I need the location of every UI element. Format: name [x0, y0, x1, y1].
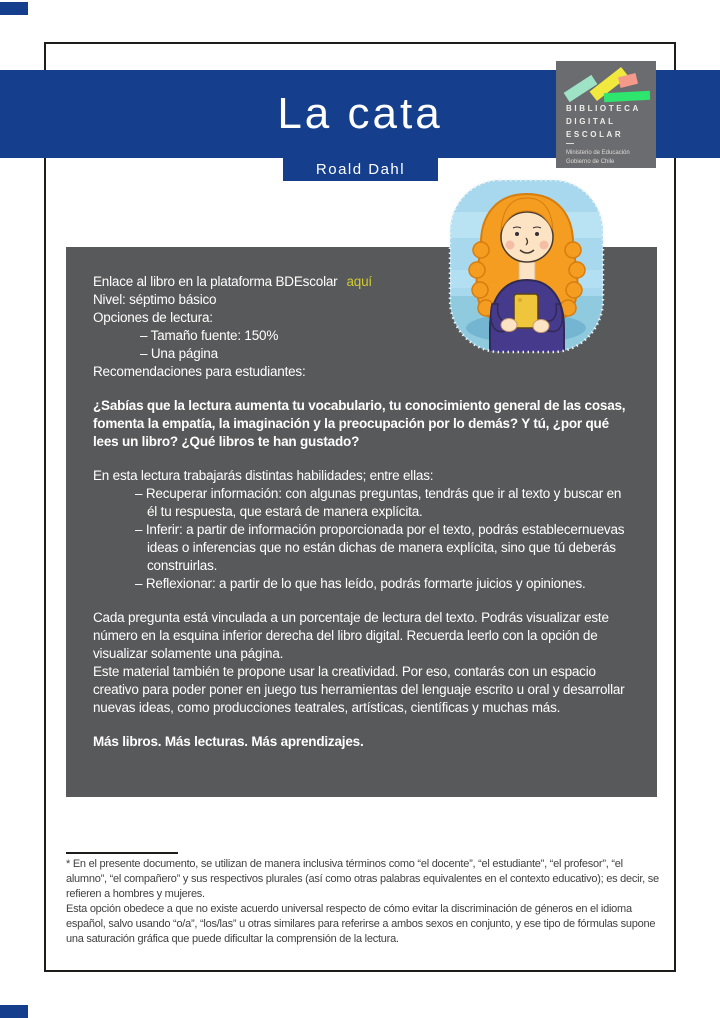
- book-link-prefix: Enlace al libro en la plataforma BDEscolar: [93, 274, 338, 289]
- illustration-scene: [448, 178, 605, 354]
- book-link[interactable]: aquí: [346, 274, 372, 289]
- level-line: Nivel: séptimo básico: [93, 292, 217, 307]
- footnote-paragraph-1: * En el presente documento, se utilizan de manera inclusiva términos como “el docente”, “el estudiante”, “el profesor”, “el alumno”, “el compañero” y sus respectivos plurales (así como otras palabras equivalentes en el contexto educativo); es decir, se refieren a hombres y mujeres.: [66, 858, 659, 900]
- logo-government: Gobierno de Chile: [566, 158, 615, 165]
- logo-ministry: Ministerio de Educación: [566, 150, 630, 156]
- footnote-paragraph-2: Esta opción obedece a que no existe acuerdo universal respecto de cómo evitar la discriminación de géneros en el idioma español, salvo usando “o/a”, “los/las” u otras similares para referirse a ambos sexos en conjunto, y ese tipo de fórmulas supone una saturación gráfica que puede dificultar la comprensión de la lectura.: [66, 903, 656, 945]
- skill-reflexionar: – Reflexionar: a partir de lo que has leído, podrás formarte juicios y opiniones.: [135, 576, 586, 591]
- top-left-corner-mark: [0, 2, 28, 15]
- logo-line-2: DIGITAL: [566, 117, 616, 126]
- option-font-size: – Tamaño fuente: 150%: [140, 328, 279, 343]
- closing-line: Más libros. Más lecturas. Más aprendizajes.: [93, 734, 364, 749]
- logo-book-green-icon: [604, 91, 650, 102]
- footnote-rule: [66, 852, 178, 854]
- creative-paragraph: Este material también te propone usar la creatividad. Por eso, contarás con un espacio creativo para poder poner en juego tus herramientas del lenguaje escrito u oral y desarrollar nuevas ideas, como producciones teatrales, artísticas, científicas y muchas más.: [93, 664, 625, 715]
- options-heading: Opciones de lectura:: [93, 310, 213, 325]
- percentage-paragraph: Cada pregunta está vinculada a un porcentaje de lectura del texto. Podrás visualizar este número en la esquina inferior derecha del libro digital. Recuerda leerlo con la opción de visualizar solamente una página.: [93, 610, 609, 661]
- girl-reading-phone-icon: [448, 178, 605, 354]
- author-name: Roald Dahl: [315, 161, 406, 178]
- logo-dash: —: [566, 139, 574, 148]
- logo-line-1: BIBLIOTECA: [566, 104, 641, 113]
- footnote-block: [66, 857, 660, 947]
- face: [501, 198, 553, 262]
- question-paragraph: ¿Sabías que la lectura aumenta tu vocabulario, tu conocimiento general de las cosas, fomenta la empatía, la imaginación y la preocupación por lo demás? Y tú, ¿por qué lees un libro? ¿Qué libros te han gustado?: [93, 398, 626, 449]
- girl-reading-phone-illustration: [448, 178, 605, 354]
- skill-inferir: – Inferir: a partir de información proporcionada por el texto, podrás establecernuevas ideas o inferencias que no están dichas de manera explícita, sino que tú deberás construirlas.: [135, 522, 625, 573]
- biblioteca-digital-escolar-logo: [556, 61, 656, 168]
- logo-wordmark: [566, 102, 641, 141]
- option-one-page: – Una página: [140, 346, 218, 361]
- author-box: [283, 158, 438, 181]
- logo-ministry-block: [566, 149, 630, 166]
- page-title: La cata: [277, 89, 443, 138]
- recommendations-heading: Recomendaciones para estudiantes:: [93, 364, 306, 379]
- skills-intro: En esta lectura trabajarás distintas habilidades; entre ellas:: [93, 468, 434, 483]
- bottom-left-corner-mark: [0, 1005, 28, 1018]
- logo-line-3: ESCOLAR: [566, 130, 624, 139]
- skill-recuperar: – Recuperar información: con algunas preguntas, tendrás que ir al texto y buscar en él tu respuesta, que estará de manera explícita.: [135, 486, 622, 519]
